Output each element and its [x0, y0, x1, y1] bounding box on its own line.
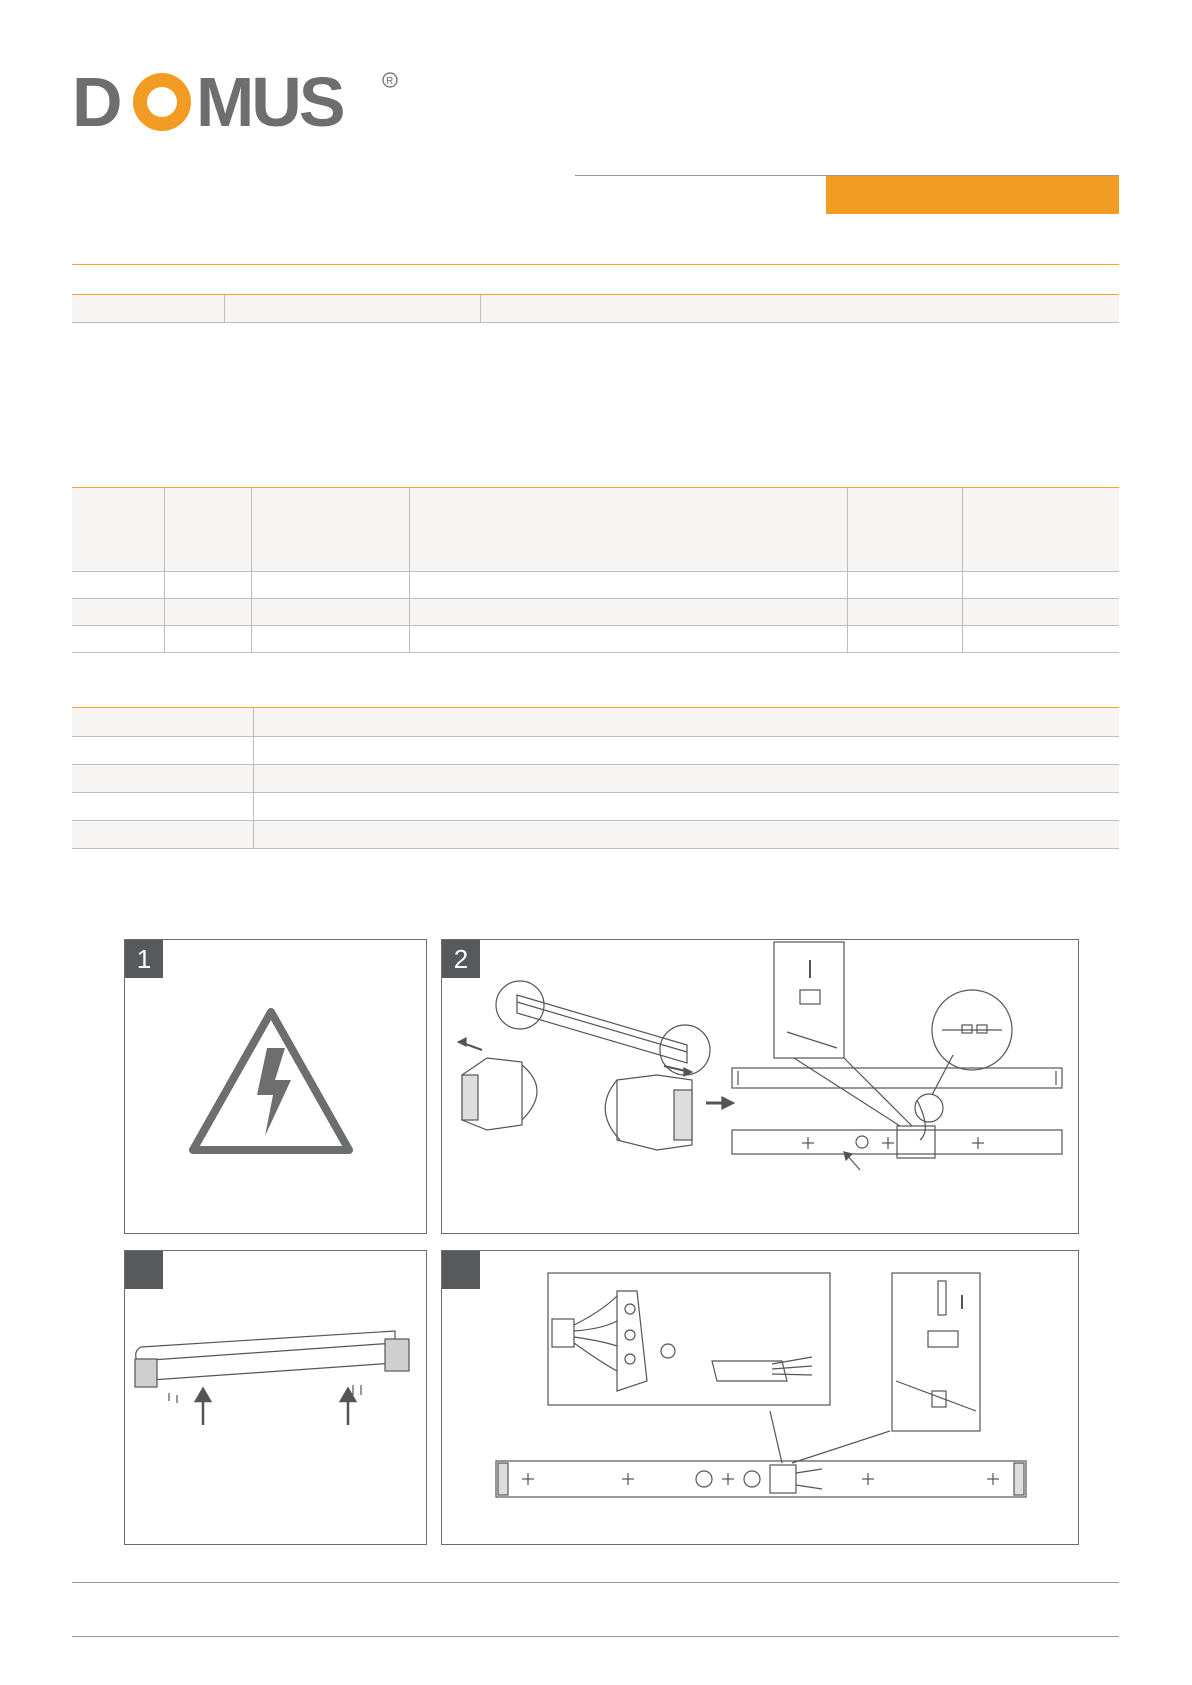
svg-text:D: D [72, 70, 121, 134]
spec-table-header [72, 488, 1119, 571]
table-row [72, 625, 1119, 652]
step-number: 2 [442, 940, 480, 978]
end-cap-removal-diagram [442, 940, 1080, 1235]
step-1-panel [124, 939, 427, 1234]
table-row [72, 736, 1119, 764]
svg-text:MUS: MUS [196, 70, 343, 134]
step-4-panel [441, 1250, 1079, 1545]
section-divider [72, 264, 1119, 265]
electrical-hazard-warning-icon [125, 940, 428, 1235]
svg-text:R: R [386, 76, 394, 87]
header-orange-tab [826, 176, 1119, 214]
terminal-wiring-diagram [442, 1251, 1080, 1546]
screw-mounting-diagram [125, 1251, 428, 1546]
table-row [72, 764, 1119, 792]
step-2-panel [441, 939, 1079, 1234]
table-row [72, 571, 1119, 598]
table-row [72, 820, 1119, 848]
step-number: 1 [125, 940, 163, 978]
product-info-band [72, 295, 1119, 323]
step-3-panel [124, 1250, 427, 1545]
table-row [72, 598, 1119, 625]
spec-table [72, 488, 1119, 653]
table-row [72, 708, 1119, 736]
table-row [72, 792, 1119, 820]
footer-rule [72, 1636, 1119, 1637]
technical-data-table [72, 708, 1119, 849]
footer-rule [72, 1582, 1119, 1583]
domus-logo [72, 70, 412, 134]
